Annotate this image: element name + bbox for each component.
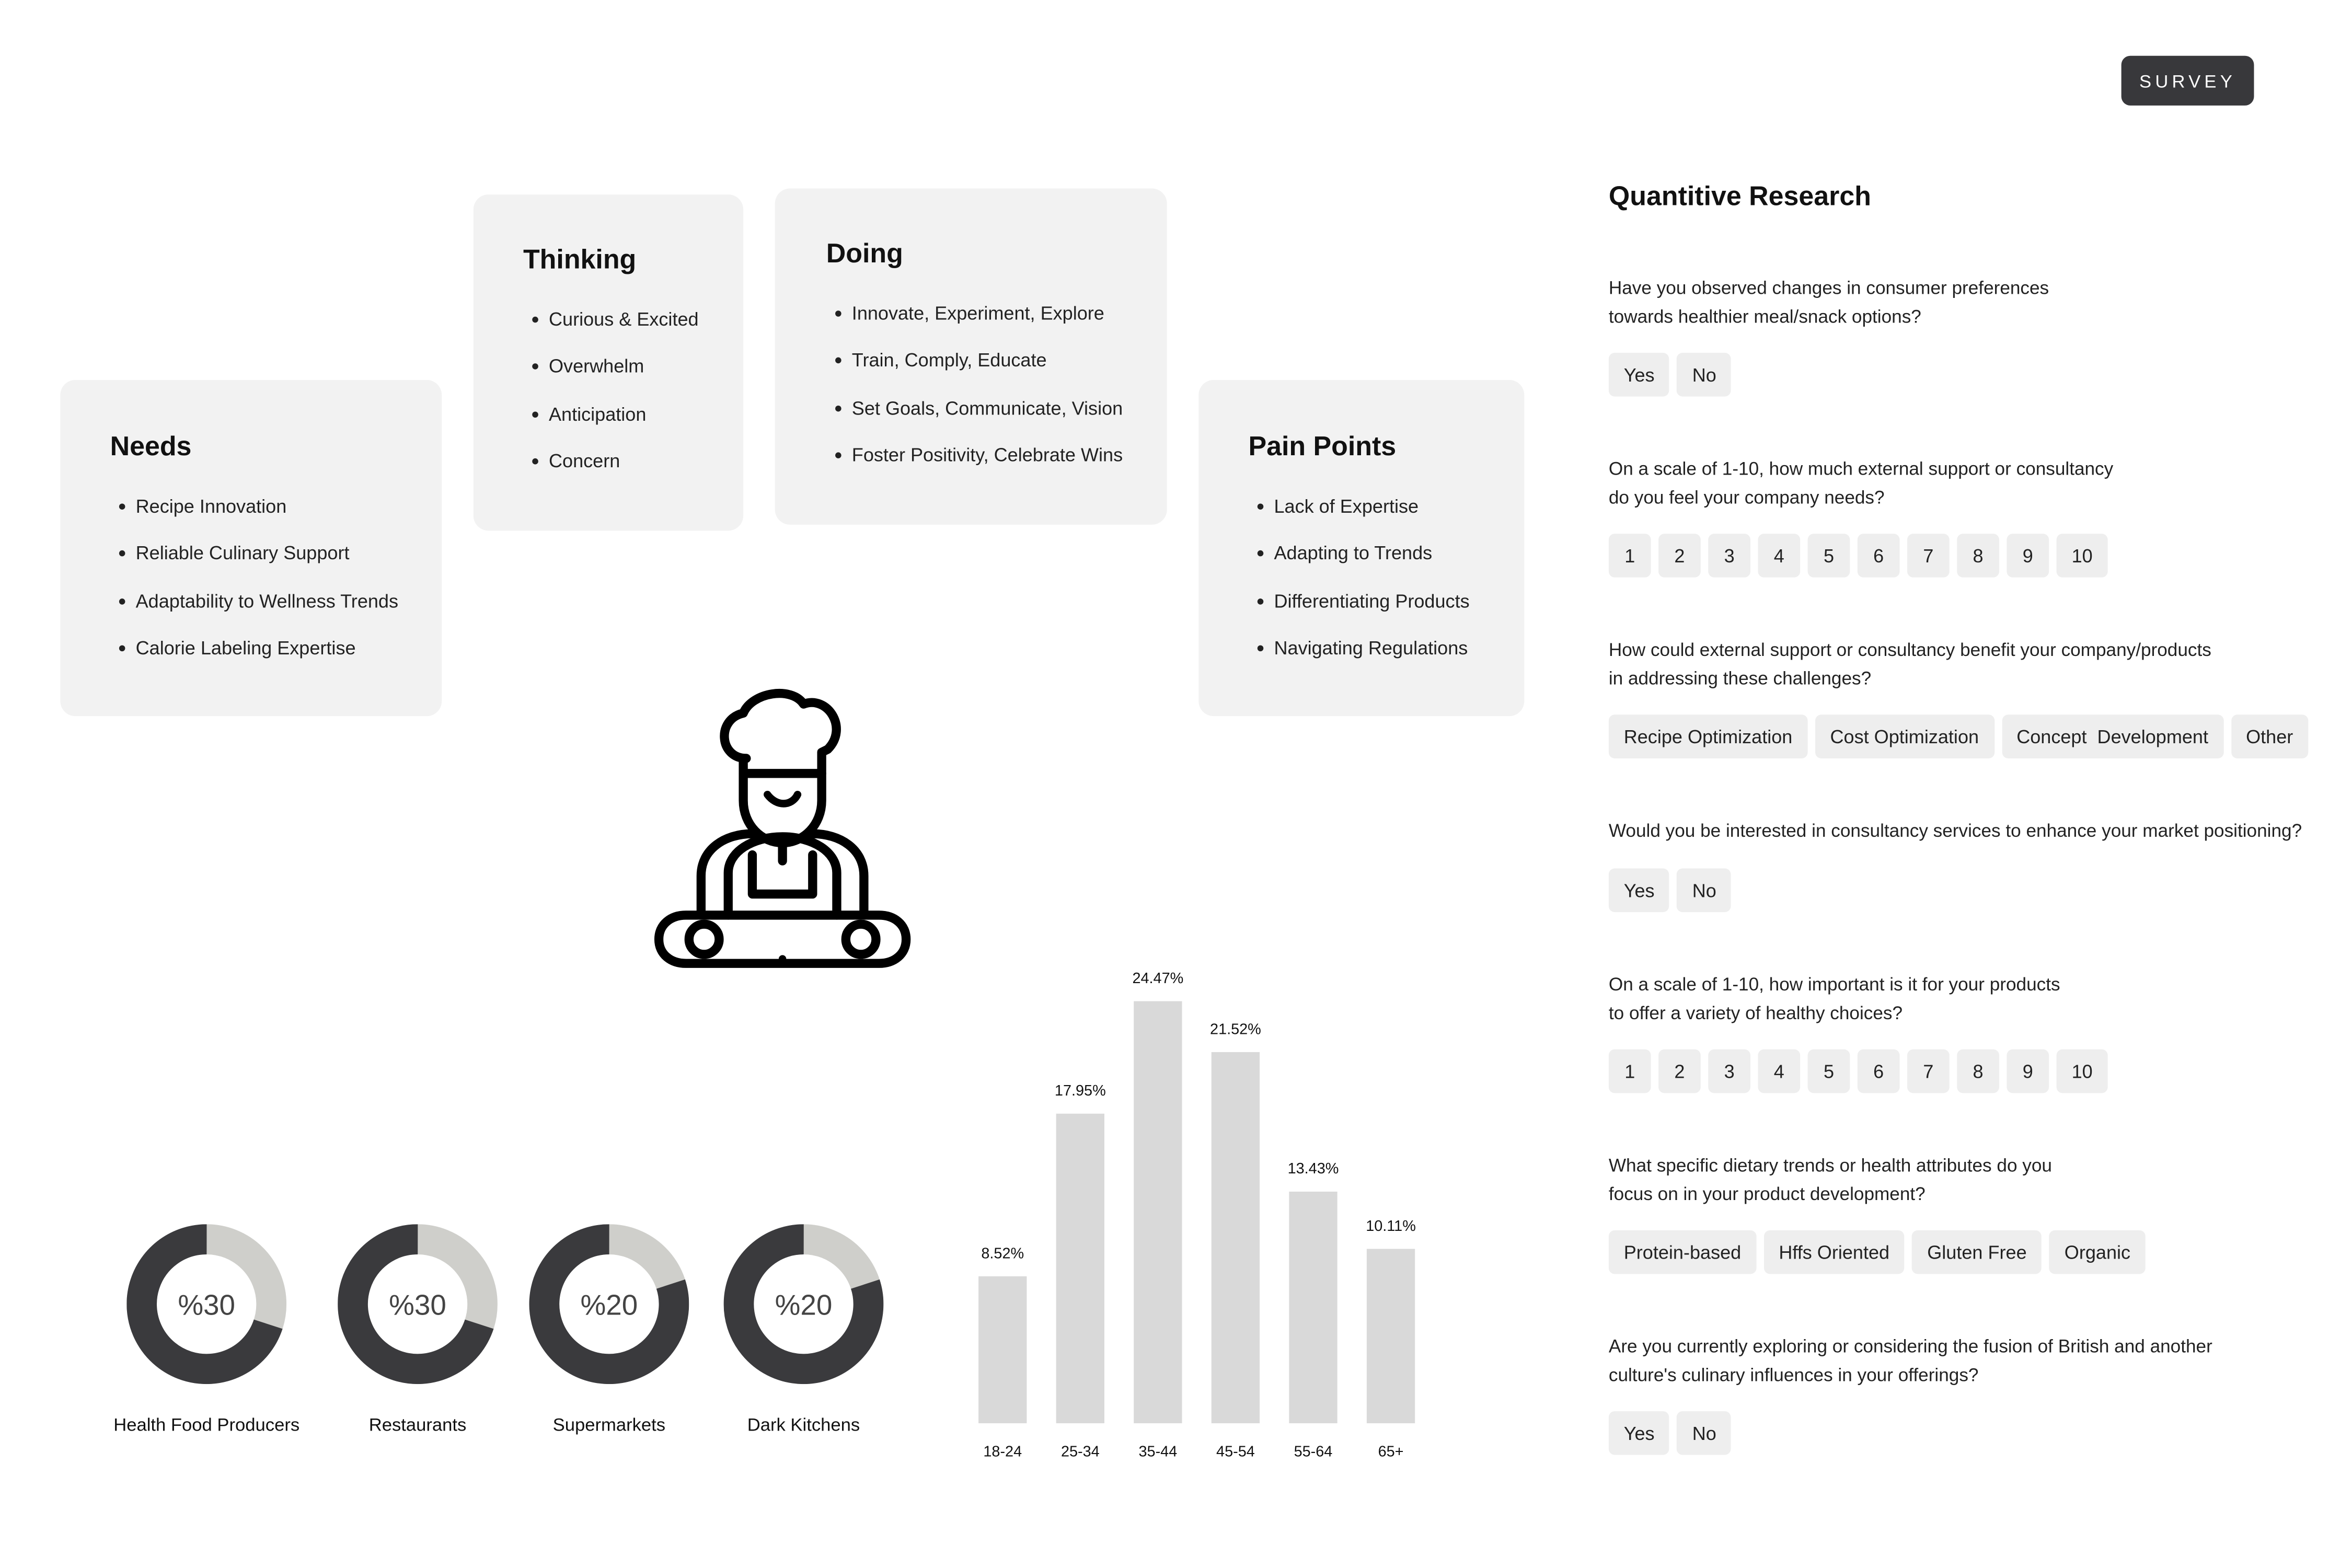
question-line: focus on in your product development? [1608, 1183, 1926, 1205]
needs-title: Needs [110, 431, 192, 462]
rating-option[interactable]: 7 [1907, 1050, 1950, 1093]
question-line: How could external support or consultancy benefit your company/products [1608, 639, 2211, 661]
option-cost-optimization[interactable]: Cost Optimization [1815, 714, 1994, 758]
option-yes[interactable]: Yes [1609, 353, 1670, 397]
question-line: What specific dietary trends or health attributes do you [1608, 1155, 2052, 1176]
option-no[interactable]: No [1677, 1411, 1732, 1455]
option-yes[interactable]: Yes [1609, 1411, 1670, 1455]
question-line: to offer a variety of healthy choices? [1608, 1002, 1903, 1024]
donut-value-label: %20 [580, 1288, 638, 1321]
donut-category-label: Health Food Producers [113, 1414, 300, 1436]
option-no[interactable]: No [1677, 353, 1732, 397]
x-tick-label: 35-44 [1138, 1443, 1178, 1460]
needs-list [110, 493, 442, 682]
rating-option[interactable]: 2 [1658, 534, 1701, 578]
question-text [1609, 817, 2333, 846]
thinking-list [523, 306, 743, 495]
option-other[interactable]: Other [2231, 714, 2308, 758]
rating-option[interactable]: 5 [1808, 534, 1850, 578]
question-line: Are you currently exploring or considering the fusion of British and another [1608, 1335, 2212, 1357]
donut-chart [126, 1224, 286, 1384]
bar [1367, 1249, 1415, 1423]
pain-points-title: Pain Points [1248, 431, 1397, 462]
question-line: On a scale of 1-10, how much external support or consultancy [1608, 458, 2114, 480]
list-item: Innovate, Experiment, Explore [826, 300, 1167, 347]
rating-option[interactable]: 4 [1758, 1050, 1800, 1093]
x-tick-label: 25-34 [1060, 1443, 1100, 1460]
list-item: Train, Comply, Educate [826, 347, 1167, 394]
list-item: Concern [523, 447, 743, 494]
question-text [1609, 1333, 2333, 1390]
answer-options [1609, 869, 1732, 913]
pain-points-card [1198, 380, 1524, 716]
x-tick-label: 18-24 [983, 1443, 1022, 1460]
quantitative-research-panel [1608, 181, 2347, 1444]
rating-option[interactable]: 9 [2007, 1050, 2049, 1093]
bar [1212, 1052, 1260, 1423]
question-line: culture's culinary influences in your offerings? [1608, 1364, 1979, 1386]
question-line: Have you observed changes in consumer preferences [1608, 277, 2049, 299]
answer-options [1609, 1411, 1732, 1455]
option-concept-development[interactable]: Concept Development [2001, 714, 2223, 758]
option-organic[interactable]: Organic [2049, 1230, 2146, 1274]
bar-data-label: 8.52% [981, 1245, 1024, 1262]
question-line: On a scale of 1-10, how important is it for your products [1608, 974, 2060, 995]
rating-option[interactable]: 7 [1907, 534, 1950, 578]
survey-badge[interactable]: SURVEY [2122, 56, 2254, 106]
rating-scale [1609, 1050, 2108, 1093]
donut-chart [529, 1224, 689, 1384]
doing-title: Doing [826, 238, 903, 269]
rating-option[interactable]: 4 [1758, 534, 1800, 578]
question-line: towards healthier meal/snack options? [1608, 306, 1921, 327]
rating-option[interactable]: 10 [2057, 534, 2108, 578]
donut-category-label: Dark Kitchens [747, 1414, 860, 1436]
donut-chart [724, 1224, 884, 1384]
rating-option[interactable]: 6 [1858, 534, 1900, 578]
question-text [1609, 636, 2333, 694]
bar [978, 1276, 1027, 1423]
rating-option[interactable]: 10 [2057, 1050, 2108, 1093]
list-item: Recipe Innovation [110, 493, 442, 540]
bar-data-label: 10.11% [1366, 1217, 1416, 1235]
list-item: Adaptability to Wellness Trends [110, 587, 442, 635]
rating-option[interactable]: 6 [1858, 1050, 1900, 1093]
bar-data-label: 17.95% [1054, 1082, 1106, 1100]
rating-option[interactable]: 8 [1957, 534, 1999, 578]
list-item: Anticipation [523, 400, 743, 447]
rating-option[interactable]: 3 [1708, 534, 1750, 578]
option-recipe-optimization[interactable]: Recipe Optimization [1609, 714, 1807, 758]
list-item: Set Goals, Communicate, Vision [826, 395, 1167, 442]
list-item: Differentiating Products [1248, 587, 1524, 635]
question-text [1609, 274, 2333, 332]
pain-points-list [1248, 493, 1524, 682]
bar [1134, 1001, 1182, 1424]
list-item: Reliable Culinary Support [110, 540, 442, 587]
donut-category-label: Supermarkets [552, 1414, 666, 1436]
option-no[interactable]: No [1677, 869, 1732, 913]
age-bar-chart [950, 935, 1447, 1477]
answer-options [1609, 1230, 2146, 1274]
answer-options [1609, 353, 1732, 397]
rating-option[interactable]: 3 [1708, 1050, 1750, 1093]
rating-option[interactable]: 1 [1609, 534, 1651, 578]
rating-option[interactable]: 1 [1609, 1050, 1651, 1093]
x-tick-label: 55-64 [1294, 1443, 1333, 1460]
bar [1056, 1114, 1104, 1423]
donut-category-label: Restaurants [368, 1414, 467, 1436]
list-item: Adapting to Trends [1248, 540, 1524, 587]
question-text [1609, 455, 2333, 513]
rating-option[interactable]: 8 [1957, 1050, 1999, 1093]
rating-option[interactable]: 5 [1808, 1050, 1850, 1093]
rating-scale [1609, 534, 2108, 578]
needs-card [60, 380, 442, 716]
rating-option[interactable]: 9 [2007, 534, 2049, 578]
bar [1289, 1192, 1337, 1423]
bar-data-label: 21.52% [1210, 1021, 1261, 1038]
list-item: Calorie Labeling Expertise [110, 635, 442, 682]
doing-card [775, 189, 1167, 525]
question-line: Would you be interested in consultancy services to enhance your market positioning? [1608, 820, 2302, 841]
thinking-card [474, 194, 743, 531]
research-title: Quantitive Research [1608, 181, 1872, 211]
donut-value-label: %30 [389, 1288, 446, 1321]
question-text [1609, 1152, 2333, 1209]
rating-option[interactable]: 2 [1658, 1050, 1701, 1093]
option-hffs-oriented[interactable]: Hffs Oriented [1763, 1230, 1904, 1274]
question-text [1609, 971, 2333, 1029]
list-item: Lack of Expertise [1248, 493, 1524, 540]
bar-data-label: 13.43% [1287, 1160, 1339, 1178]
doing-list [826, 300, 1167, 489]
x-tick-label: 45-54 [1216, 1443, 1255, 1460]
answer-options [1609, 714, 2308, 758]
question-line: in addressing these challenges? [1608, 667, 1872, 689]
chef-icon [641, 686, 924, 972]
question-line: do you feel your company needs? [1608, 487, 1885, 509]
option-protein-based[interactable]: Protein-based [1609, 1230, 1756, 1274]
list-item: Foster Positivity, Celebrate Wins [826, 442, 1167, 489]
list-item: Curious & Excited [523, 306, 743, 353]
donut-chart [338, 1224, 498, 1384]
list-item: Overwhelm [523, 353, 743, 400]
option-yes[interactable]: Yes [1609, 869, 1670, 913]
x-tick-label: 65+ [1378, 1443, 1404, 1460]
thinking-title: Thinking [523, 244, 637, 274]
bar-data-label: 24.47% [1132, 970, 1184, 987]
donut-value-label: %30 [178, 1288, 236, 1321]
option-gluten-free[interactable]: Gluten Free [1912, 1230, 2042, 1274]
list-item: Navigating Regulations [1248, 635, 1524, 682]
donut-value-label: %20 [775, 1288, 833, 1321]
